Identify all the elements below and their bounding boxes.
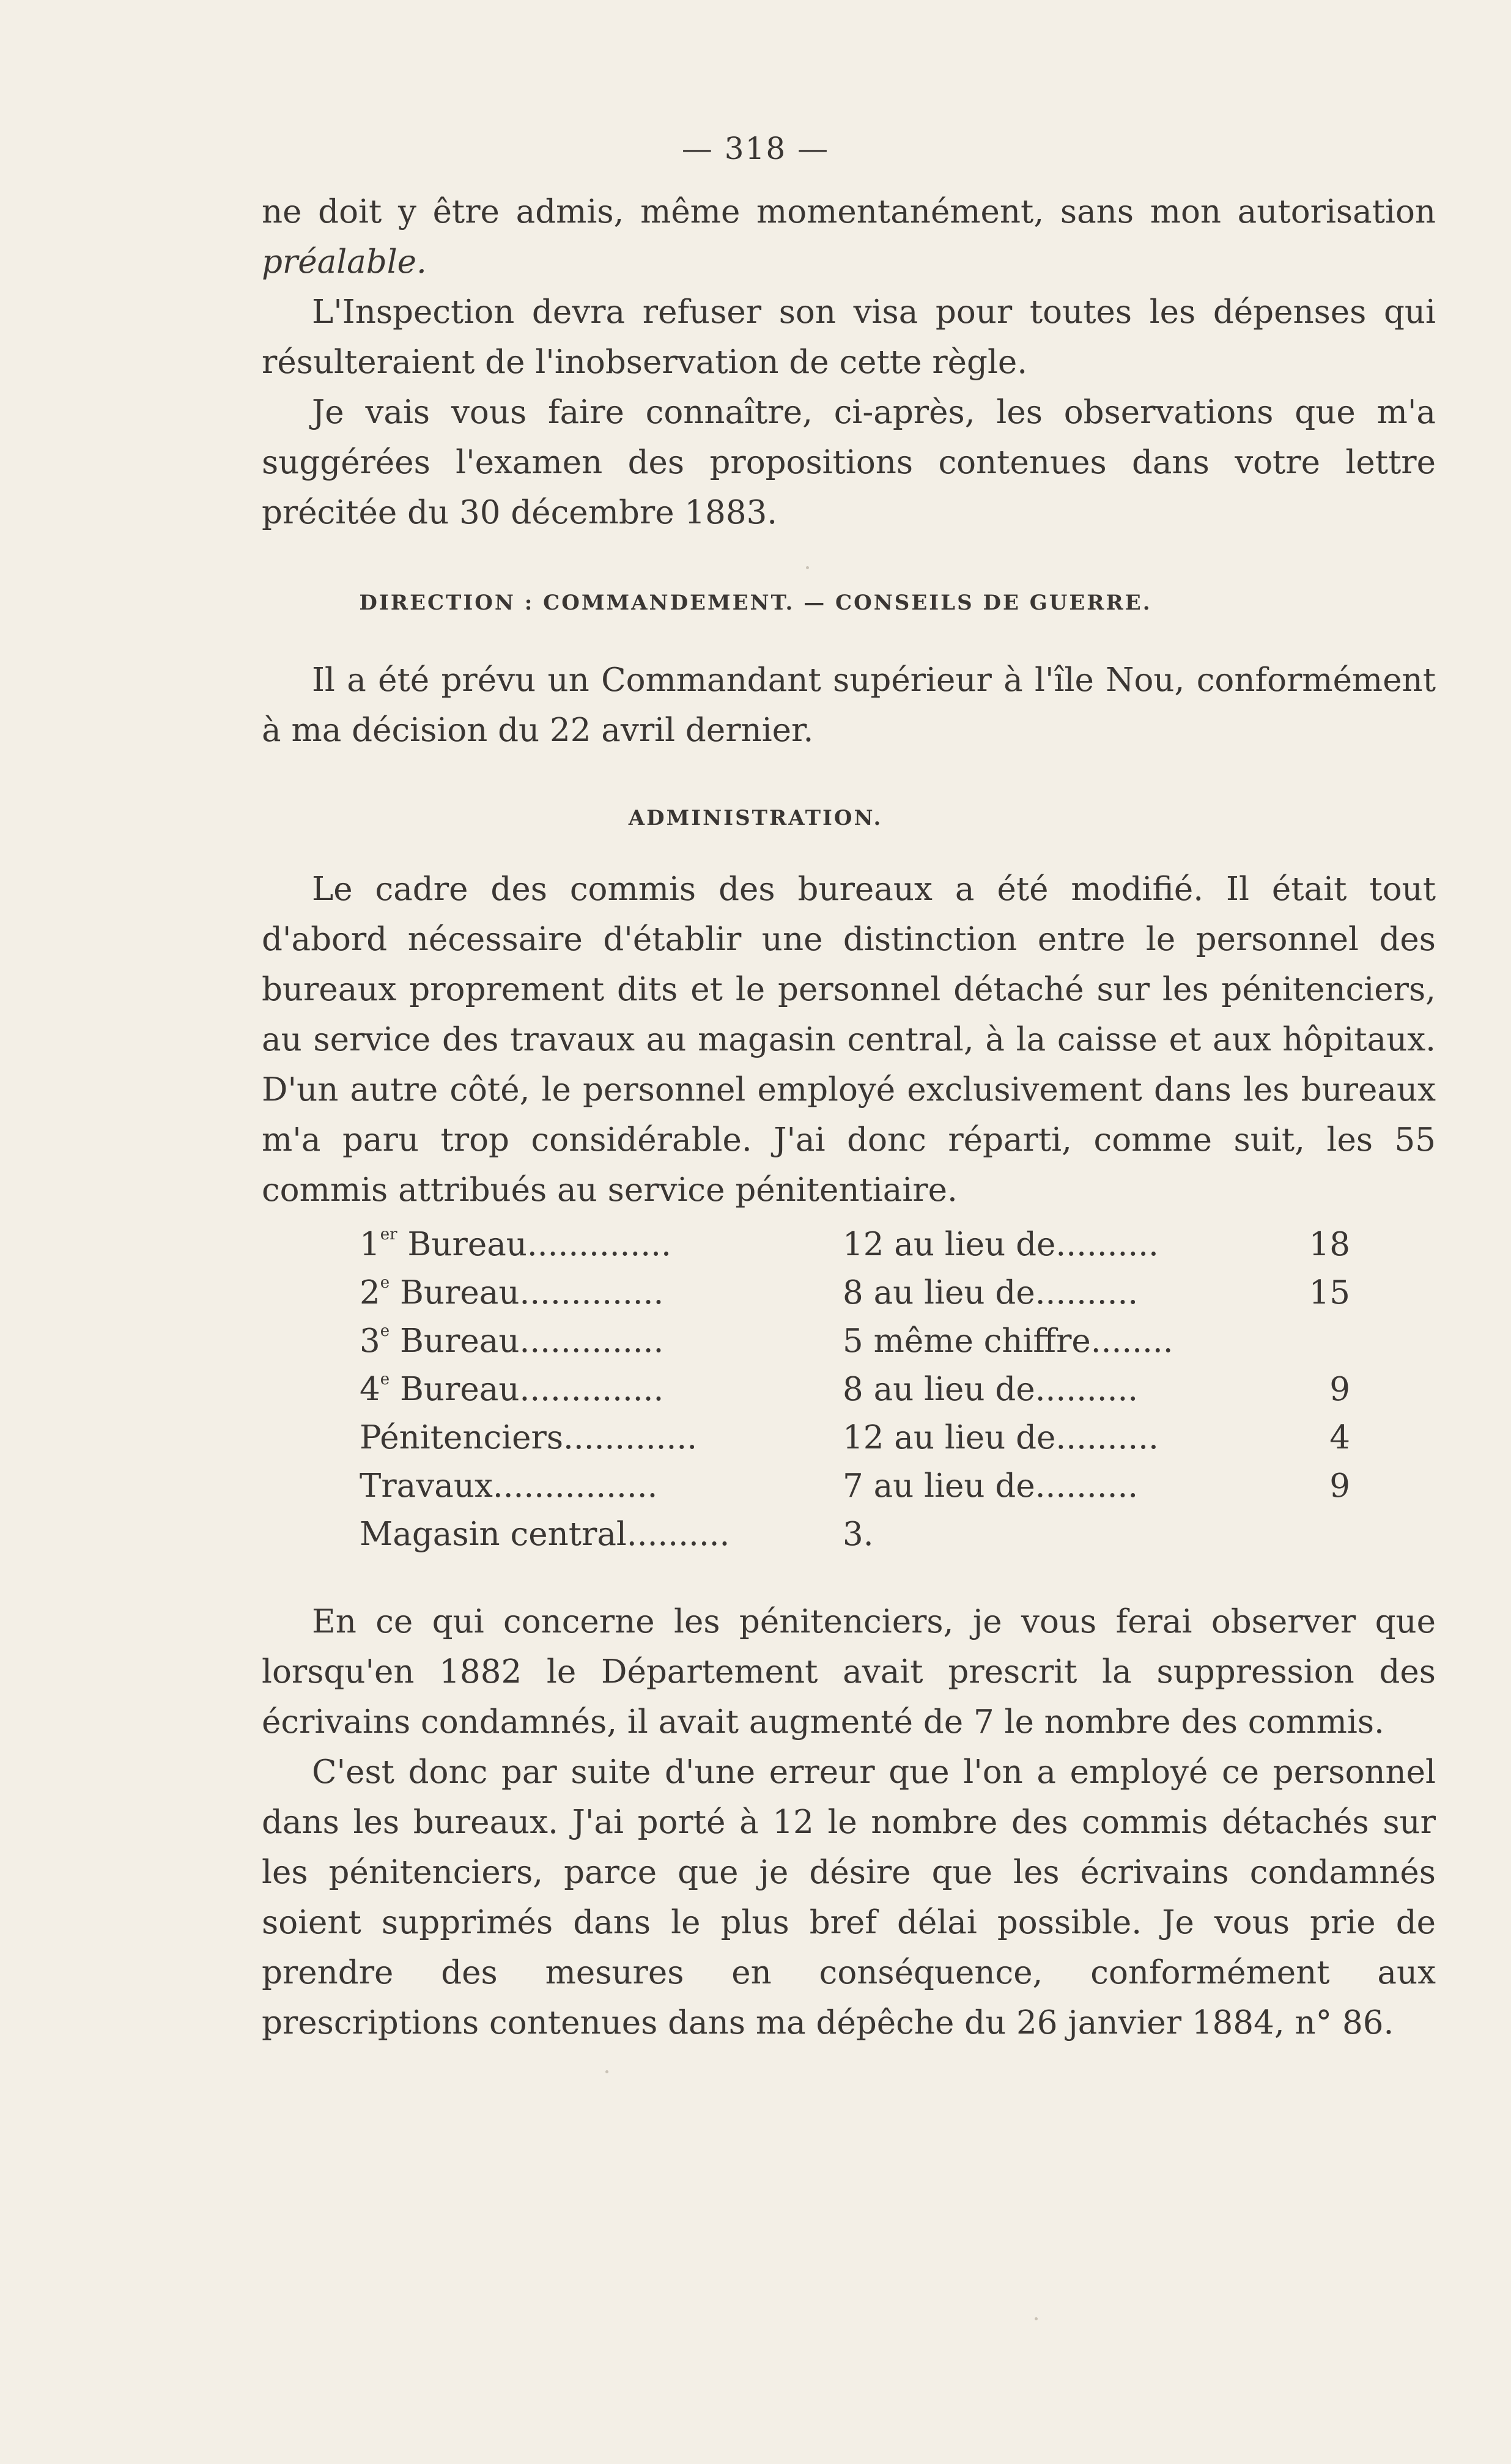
paragraph-penitenciers-text: En ce qui concerne les pénitenciers, je vous ferai observer que lorsqu'en 1882 le Département avait prescrit la suppression des écrivains condamnés, il avait augmenté de 7 le nombre des commis. [262, 1603, 1436, 1741]
row-previous: 18 [1309, 1226, 1350, 1263]
row-allocation: 3. [843, 1516, 874, 1553]
row-previous: 9 [1329, 1467, 1350, 1505]
paragraph-penitenciers [262, 1597, 1436, 2048]
table-row [360, 1462, 1350, 1510]
page-number: — 318 — [681, 131, 830, 166]
row-previous: 15 [1309, 1274, 1350, 1311]
row-label: Pénitenciers............. [360, 1419, 698, 1456]
table-row [360, 1365, 1350, 1414]
row-allocation: 5 même chiffre........ [843, 1322, 1173, 1360]
commis-allocation-table [360, 1220, 1350, 1558]
paragraph-commandant [262, 655, 1436, 756]
paper-speck [806, 566, 809, 569]
paragraph-text: ne doit y être admis, même momentanément, sans mon autorisation [262, 193, 1436, 231]
paragraph-intro [262, 187, 1436, 538]
table-row [360, 1220, 1350, 1269]
section-heading-administration: ADMINISTRATION. [628, 806, 883, 830]
row-allocation: 7 au lieu de.......... [843, 1467, 1139, 1505]
paragraph-italic-text: préalable. [262, 243, 427, 281]
paper-speck [605, 2070, 608, 2073]
row-label: 2e Bureau.............. [360, 1274, 664, 1311]
row-previous: 4 [1329, 1419, 1350, 1456]
row-label: 3e Bureau.............. [360, 1322, 664, 1360]
paragraph-erreur-text: C'est donc par suite d'une erreur que l'on a employé ce personnel dans les bureaux. J'ai porté à 12 le nombre des commis détachés sur les pénitenciers, parce que je désire que les écrivains condamnés soient supprimés dans le plus bref délai possible. Je vous prie de prendre des mesures en conséquence, conformément aux prescriptions contenues dans ma dépêche du 26 janvier 1884, n° 86. [262, 1754, 1436, 2042]
paper-speck [1035, 2317, 1038, 2320]
row-allocation: 8 au lieu de.......... [843, 1371, 1139, 1408]
paragraph-continuation [262, 187, 1436, 287]
row-label: Magasin central.......... [360, 1516, 730, 1553]
table-row [360, 1269, 1350, 1317]
paragraph-observations: Je vais vous faire connaître, ci-après, les observations que m'a suggérées l'examen des propositions contenues dans votre lettre précitée du 30 décembre 1883. [262, 394, 1436, 531]
row-label: 1er Bureau.............. [360, 1225, 671, 1263]
row-label: 4e Bureau.............. [360, 1370, 664, 1408]
paragraph-cadre-text: Le cadre des commis des bureaux a été modifié. Il était tout d'abord nécessaire d'établir une distinction entre le personnel des bureaux proprement dits et le personnel détaché sur les pénitenciers, au service des travaux au magasin central, à la caisse et aux hôpitaux. D'un autre côté, le personnel employé exclusivement dans les bureaux m'a paru trop considérable. J'ai donc réparti, comme suit, les 55 commis attribués au service pénitentiaire. [262, 871, 1436, 1209]
row-allocation: 12 au lieu de.......... [843, 1226, 1159, 1263]
row-allocation: 8 au lieu de.......... [843, 1274, 1139, 1311]
row-label: Travaux................ [360, 1467, 658, 1505]
section-heading-direction: DIRECTION : COMMANDEMENT. — CONSEILS DE GUERRE. [359, 591, 1152, 615]
paragraph-commandant-text: Il a été prévu un Commandant supérieur à l'île Nou, conformément à ma décision du 22 avril dernier. [262, 662, 1436, 749]
paragraph-cadre [262, 865, 1436, 1215]
table-row [360, 1317, 1350, 1365]
row-previous: 9 [1329, 1371, 1350, 1408]
table-row [360, 1510, 1350, 1558]
table-row [360, 1414, 1350, 1462]
row-allocation: 12 au lieu de.......... [843, 1419, 1159, 1456]
paragraph-inspection: L'Inspection devra refuser son visa pour toutes les dépenses qui résulteraient de l'inobservation de cette règle. [262, 293, 1436, 381]
